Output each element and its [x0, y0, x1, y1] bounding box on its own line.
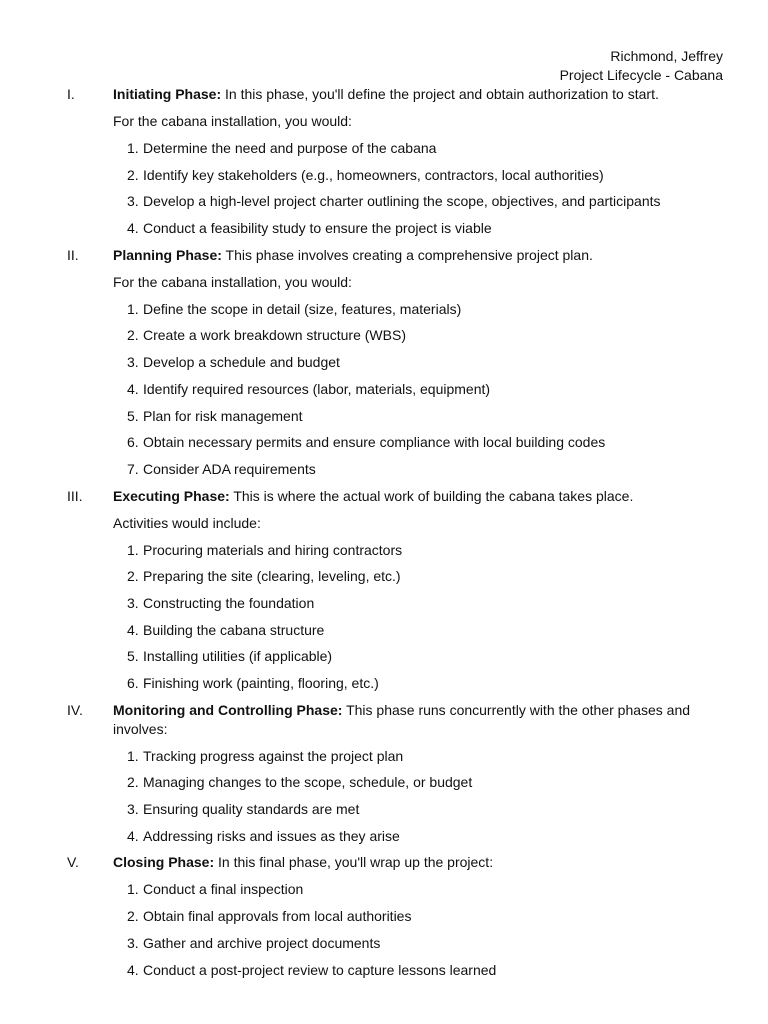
list-item-number: 4.	[127, 380, 139, 397]
phase-section	[0, 245, 768, 486]
phase-section	[0, 700, 768, 853]
list-item	[113, 218, 723, 245]
document-subtitle: Project Lifecycle - Cabana	[559, 66, 723, 83]
list-item-text: Constructing the foundation	[143, 594, 315, 611]
section-body	[113, 852, 723, 986]
list-item	[113, 406, 723, 433]
list-item-text: Plan for risk management	[143, 407, 303, 424]
list-item	[113, 566, 723, 593]
list-item	[113, 799, 723, 826]
list-item-text: Identify key stakeholders (e.g., homeowners, contractors, local authorities)	[143, 166, 604, 183]
list-item	[113, 540, 723, 567]
list-item	[113, 879, 723, 906]
phase-heading: Initiating Phase:	[113, 86, 222, 102]
list-item	[113, 593, 723, 620]
list-item	[113, 165, 723, 192]
numbered-list	[113, 746, 723, 853]
list-item-number: 6.	[127, 434, 139, 451]
phase-description: This phase runs concurrently with the other phases and involves:	[113, 701, 691, 737]
section-numeral: V.	[67, 854, 79, 871]
list-item-text: Managing changes to the scope, schedule, or budget	[143, 774, 473, 791]
list-item-text: Ensuring quality standards are met	[143, 801, 360, 818]
section-intro	[113, 245, 723, 272]
list-item-text: Tracking progress against the project plan	[143, 747, 404, 764]
phase-outline	[0, 84, 768, 986]
list-item-text: Develop a high-level project charter outlining the scope, objectives, and participants	[143, 193, 661, 210]
list-item-number: 2.	[127, 908, 139, 925]
section-numeral: IV.	[67, 701, 83, 718]
phase-description: In this phase, you'll define the project and obtain authorization to start.	[221, 86, 659, 102]
list-item	[113, 191, 723, 218]
list-item-text: Conduct a post-project review to capture lessons learned	[143, 961, 497, 978]
list-item-text: Addressing risks and issues as they arise	[143, 827, 400, 844]
list-item	[113, 772, 723, 799]
list-item-text: Develop a schedule and budget	[143, 354, 340, 371]
list-item-number: 4.	[127, 621, 139, 638]
list-item-text: Preparing the site (clearing, leveling, etc.)	[143, 568, 401, 585]
list-item-number: 1.	[127, 140, 139, 156]
section-numeral: I.	[67, 86, 75, 102]
document-header	[560, 47, 723, 84]
list-item-text: Obtain final approvals from local authorities	[143, 908, 412, 925]
list-item	[113, 746, 723, 773]
list-item	[113, 933, 723, 960]
list-item	[113, 826, 723, 853]
section-subintro: For the cabana installation, you would:	[113, 113, 352, 129]
phase-section	[0, 84, 768, 245]
list-item-text: Create a work breakdown structure (WBS)	[143, 327, 406, 344]
list-item-number: 7.	[127, 460, 139, 477]
list-item-text: Define the scope in detail (size, features, materials)	[143, 300, 462, 317]
numbered-list	[113, 299, 723, 486]
list-item	[113, 646, 723, 673]
list-item-text: Finishing work (painting, flooring, etc.)	[143, 675, 379, 691]
section-numeral: III.	[67, 487, 83, 504]
section-body	[113, 700, 723, 853]
section-body	[113, 486, 723, 700]
list-item-text: Gather and archive project documents	[143, 934, 381, 951]
list-item	[113, 620, 723, 647]
phase-description: This is where the actual work of building the cabana takes place.	[229, 487, 634, 504]
list-item-number: 1.	[127, 881, 139, 898]
list-item-number: 3.	[127, 354, 139, 371]
list-item	[113, 459, 723, 486]
list-item-number: 4.	[127, 961, 139, 978]
author-name: Richmond, Jeffrey	[610, 48, 723, 64]
list-item-number: 2.	[127, 327, 139, 344]
list-item-number: 6.	[127, 675, 139, 691]
list-item-number: 1.	[127, 747, 139, 764]
section-intro	[113, 486, 723, 513]
list-item-number: 3.	[127, 801, 139, 818]
list-item-number: 1.	[127, 541, 139, 558]
phase-section	[0, 852, 768, 986]
phase-description: This phase involves creating a comprehensive project plan.	[221, 246, 593, 263]
section-intro	[113, 852, 723, 879]
section-intro	[113, 84, 723, 111]
list-item-number: 3.	[127, 934, 139, 951]
list-item-number: 2.	[127, 166, 139, 183]
list-item	[113, 379, 723, 406]
list-item-number: 3.	[127, 193, 139, 210]
section-body	[113, 245, 723, 486]
list-item-number: 4.	[127, 827, 139, 844]
phase-description: In this final phase, you'll wrap up the project:	[214, 854, 494, 871]
list-item	[113, 325, 723, 352]
list-item-text: Conduct a final inspection	[143, 881, 304, 898]
list-item-number: 2.	[127, 774, 139, 791]
list-item-number: 1.	[127, 300, 139, 317]
list-item-text: Installing utilities (if applicable)	[143, 648, 333, 665]
list-item	[113, 352, 723, 379]
list-item-number: 3.	[127, 594, 139, 611]
phase-heading: Executing Phase:	[113, 487, 230, 504]
phase-heading: Closing Phase:	[113, 854, 215, 871]
numbered-list	[113, 540, 723, 700]
list-item	[113, 432, 723, 459]
numbered-list	[113, 879, 723, 986]
list-item-text: Identify required resources (labor, materials, equipment)	[143, 380, 491, 397]
list-item-text: Consider ADA requirements	[143, 460, 316, 477]
section-intro	[113, 700, 723, 746]
list-item-text: Procuring materials and hiring contractors	[143, 541, 403, 558]
list-item-text: Determine the need and purpose of the cabana	[143, 140, 437, 156]
list-item-text: Building the cabana structure	[143, 621, 325, 638]
section-body	[113, 84, 723, 245]
phase-section	[0, 486, 768, 700]
section-subintro: Activities would include:	[113, 514, 261, 531]
numbered-list	[113, 138, 723, 245]
list-item-text: Conduct a feasibility study to ensure the project is viable	[143, 220, 492, 237]
section-subintro: For the cabana installation, you would:	[113, 273, 352, 290]
list-item	[113, 299, 723, 326]
list-item-text: Obtain necessary permits and ensure compliance with local building codes	[143, 434, 606, 451]
list-item-number: 4.	[127, 220, 139, 237]
list-item-number: 2.	[127, 568, 139, 585]
phase-heading: Monitoring and Controlling Phase:	[113, 701, 343, 718]
phase-heading: Planning Phase:	[113, 246, 222, 263]
list-item-number: 5.	[127, 407, 139, 424]
list-item	[113, 673, 723, 700]
list-item-number: 5.	[127, 648, 139, 665]
list-item	[113, 138, 723, 165]
list-item	[113, 906, 723, 933]
section-numeral: II.	[67, 246, 79, 263]
list-item	[113, 960, 723, 987]
